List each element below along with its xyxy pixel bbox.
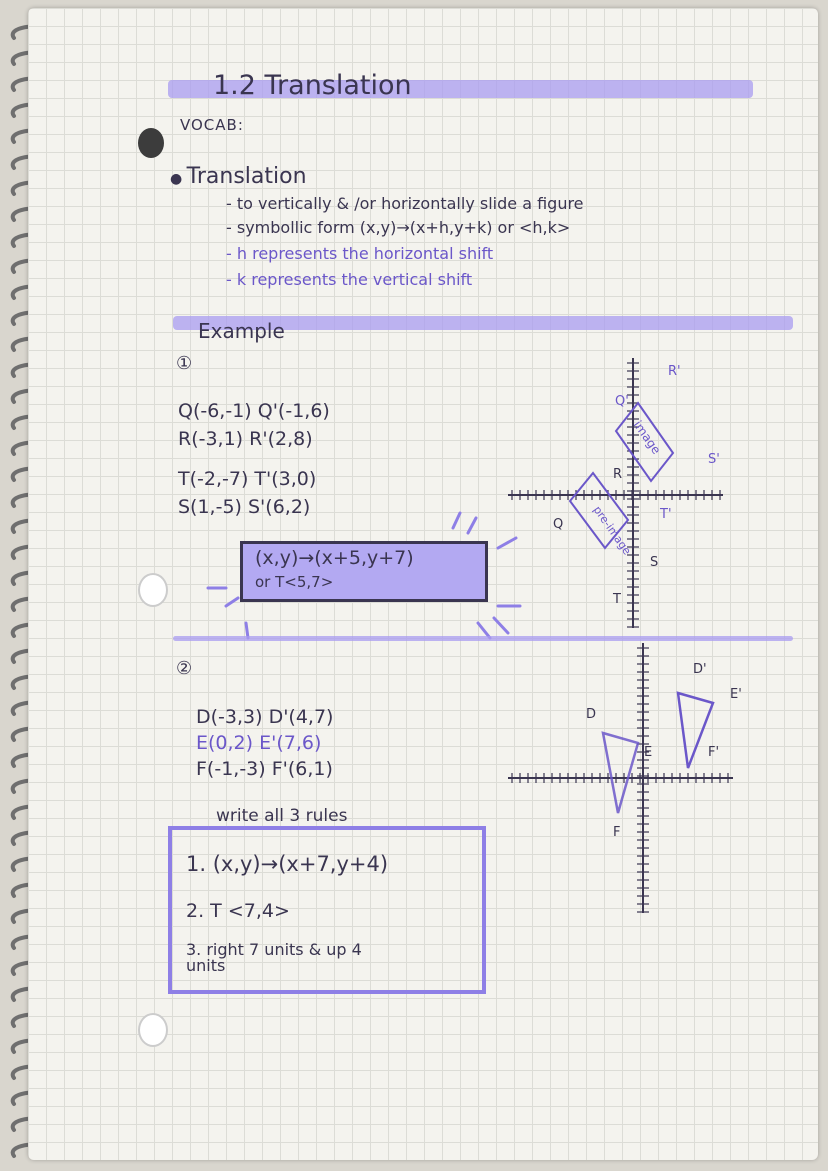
rule-line: (x,y)→(x+5,y+7) xyxy=(255,547,414,569)
label-t-prime: T' xyxy=(660,507,672,522)
definition-line: - symbollic form (x,y)→(x+h,y+k) or <h,k> xyxy=(226,218,571,237)
example-number: ② xyxy=(176,658,193,679)
point-pair: D(-3,3) D'(4,7) xyxy=(196,706,334,728)
label-e-prime: E' xyxy=(730,687,742,702)
label-pre-image: pre-image xyxy=(590,503,634,558)
rule-line: 2. T <7,4> xyxy=(186,900,290,922)
notebook-page xyxy=(28,8,818,1160)
label-r: R xyxy=(613,467,623,482)
point-pair: T(-2,-7) T'(3,0) xyxy=(178,468,317,490)
graph-example-2 xyxy=(498,638,742,918)
point-pair: Q(-6,-1) Q'(-1,6) xyxy=(178,400,330,422)
point-pair: R(-3,1) R'(2,8) xyxy=(178,428,313,450)
label-q: Q xyxy=(553,517,564,532)
definition-line: - h represents the horizontal shift xyxy=(226,244,494,263)
rules-box xyxy=(168,826,486,994)
label-d-prime: D' xyxy=(693,662,707,677)
example-heading: Example xyxy=(198,319,285,343)
definition-line: - to vertically & /or horizontally slide a figure xyxy=(226,194,584,213)
binder-hole xyxy=(138,573,168,607)
label-f-prime: F' xyxy=(708,745,720,760)
label-s: S xyxy=(650,555,659,570)
definition-line: - k represents the vertical shift xyxy=(226,270,473,289)
emphasis-rays xyxy=(198,498,528,658)
rule-line: 3. right 7 units & up 4 units xyxy=(186,940,362,975)
vocab-label: VOCAB: xyxy=(180,116,244,134)
binder-hole xyxy=(138,128,164,158)
point-pair: E(0,2) E'(7,6) xyxy=(196,732,322,754)
label-e: E xyxy=(644,745,653,760)
label-s-prime: S' xyxy=(708,452,720,467)
binder-hole xyxy=(138,1013,168,1047)
label-f: F xyxy=(613,825,621,840)
label-image: image xyxy=(630,418,664,457)
rules-prompt: write all 3 rules xyxy=(216,806,348,826)
rule-line: 1. (x,y)→(x+7,y+4) xyxy=(186,852,389,876)
rule-line: or T<5,7> xyxy=(255,573,334,591)
page-title: 1.2 Translation xyxy=(213,70,412,101)
example-number: ① xyxy=(176,353,193,374)
point-pair: F(-1,-3) F'(6,1) xyxy=(196,758,333,780)
label-d: D xyxy=(586,707,597,722)
term-translation: ● Translation xyxy=(170,164,307,189)
graph-example-1 xyxy=(498,353,728,633)
point-pair: S(1,-5) S'(6,2) xyxy=(178,496,311,518)
label-t: T xyxy=(613,592,621,607)
label-r-prime: R' xyxy=(668,364,681,379)
label-q-prime: Q' xyxy=(615,394,629,409)
